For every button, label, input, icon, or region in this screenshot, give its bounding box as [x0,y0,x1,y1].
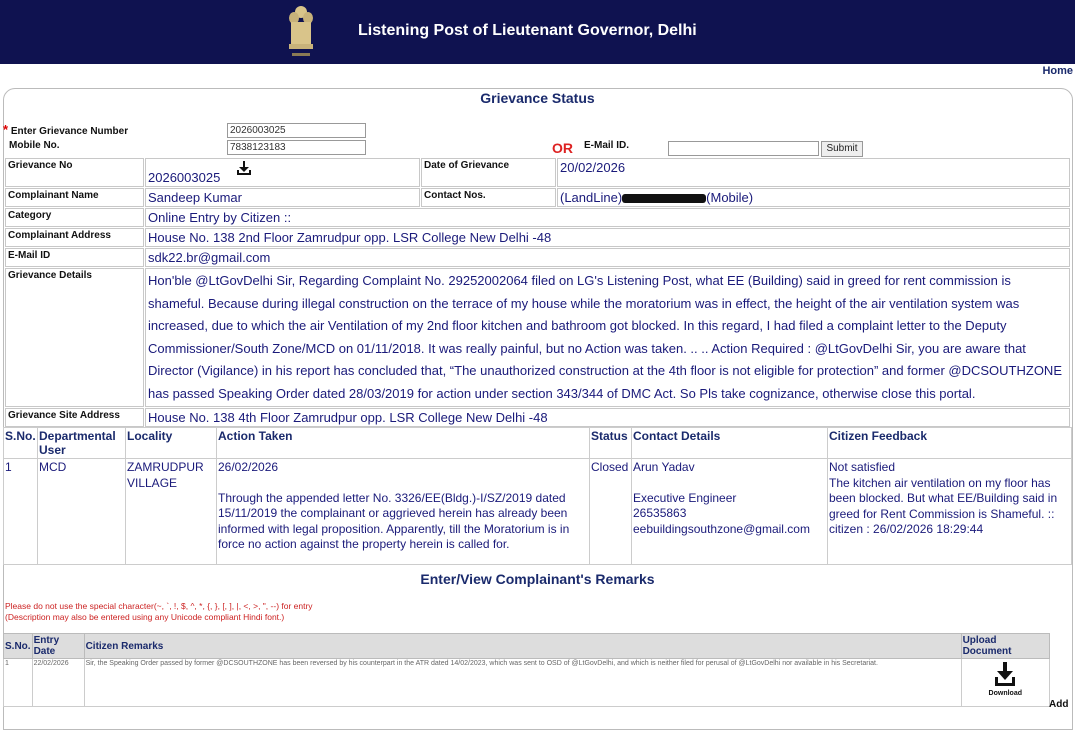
column-header: Departmental User [38,428,126,459]
date-value: 20/02/2026 [557,158,1070,187]
row-dept: MCD [38,459,126,565]
row-action [217,459,590,565]
app-title: Listening Post of Lieutenant Governor, Delhi [358,22,697,39]
download-icon[interactable] [994,660,1016,688]
remarks-table [3,633,1050,707]
column-header: S.No. [4,634,33,659]
grievance-info-table [4,157,1071,428]
row-feedback [828,459,1072,565]
required-marker: * [3,122,9,137]
table-row [4,659,1050,707]
action-text: Through the appended letter No. 3326/EE(Bldg.)-I/SZ/2019 dated 15/11/2019 the complainant or aggrieved herein has already been informed with legal proposition. Apparently, till the Moratorium is in force no action against the property herein is called for. [218,490,570,551]
remarks-title: Enter/View Complainant's Remarks [420,571,655,587]
remark-download[interactable] [961,659,1049,707]
column-header: Citizen Remarks [84,634,961,659]
email-value: sdk22.br@gmail.com [145,248,1070,267]
feedback-text: The kitchen air ventilation on my floor has been blocked. But what EE/Building said in greed for Rent Commission is Shameful. :: citizen : 26/02/2026 18:29:44 [829,475,1058,536]
national-emblem-icon [283,2,319,62]
column-header: Contact Details [632,428,828,459]
address-label: Complainant Address [5,228,144,247]
contact-role: Executive Engineer [633,490,737,505]
mobile-contact-label: (Mobile) [706,190,754,205]
mobile-label: Mobile No. [9,140,60,151]
details-label: Grievance Details [5,268,144,407]
row-sno: 1 [4,459,38,565]
grievance-number-label: * Enter Grievance Number [3,122,129,137]
address-value: House No. 138 2nd Floor Zamrudpur opp. LSR College New Delhi -48 [145,228,1070,247]
contact-phone: 26535863 [633,506,687,520]
mobile-input[interactable]: 7838123183 [227,140,366,155]
action-table [3,427,1072,565]
remark-text: Sir, the Speaking Order passed by former @DCSOUTHZONE has been reversed by his counterpart in the ATR dated 14/02/2023, which was sent to OSD of @LtGovDelhi, and which is neither filed for perusal of @LtGovDelhi nor available in his Secretariat. [84,659,961,707]
grievance-number-input[interactable]: 2026003025 [227,123,366,138]
remark-sno: 1 [4,659,33,707]
column-header: Upload Document [961,634,1049,659]
download-label: Download [988,690,1022,697]
row-contact [632,459,828,565]
complainant-value: Sandeep Kumar [145,188,420,207]
contact-label: Contact Nos. [421,188,556,207]
feedback-status: Not satisfied [829,460,896,474]
action-date: 26/02/2026 [218,460,279,474]
column-header: Citizen Feedback [828,428,1072,459]
column-header: Action Taken [217,428,590,459]
contact-value [557,188,1070,207]
site-address-label: Grievance Site Address [5,408,144,427]
contact-name: Arun Yadav [633,460,695,474]
submit-button[interactable]: Submit [821,141,863,157]
row-locality: ZAMRUDPUR VILLAGE [126,459,217,565]
email-search-input[interactable] [668,141,819,156]
redacted-number [622,194,706,203]
site-address-value: House No. 138 4th Floor Zamrudpur opp. LSR College New Delhi -48 [145,408,1070,427]
column-header: Status [590,428,632,459]
grievance-no-cell [145,158,420,187]
or-separator: OR [552,140,573,156]
column-header: Locality [126,428,217,459]
grievance-no-value: 2026003025 [148,170,221,185]
column-header: Entry Date [32,634,84,659]
remark-date: 22/02/2026 [32,659,84,707]
grievance-no-label: Grievance No [5,158,144,187]
home-link[interactable]: Home [1042,65,1073,77]
column-header: S.No. [4,428,38,459]
details-value: Hon'ble @LtGovDelhi Sir, Regarding Complaint No. 29252002064 filed on LG's Listening Post, what EE (Building) said in greed for rent commission is shameful. Because during illegal construction on the terrace of my house while the moratorium was in effect, the height of the air ventilation system was increased, due to which the air Ventilation of my 2nd floor kitchen and bathroom got blocked. In this regard, I had filed a complaint letter to the Deputy Commissioner/South Zone/MCD on 01/11/2018. It was really painful, but no Action was taken. .. .. Action Required : @LtGovDelhi Sir, you are aware that Director (Vigilance) in his report has concluded that, “The unauthorized construction at the 4th floor is not eligible for protection” and former @DCSOUTHZONE has passed Speaking Order dated 28/03/2019 for action under section 343/344 of DMC Act. So Pls take cognizance, otherwise close this portal. [145,268,1070,407]
date-label: Date of Grievance [421,158,556,187]
email-label: E-Mail ID [5,248,144,267]
contact-email: eebuildingsouthzone@gmail.com [633,521,810,536]
add-remark-button[interactable]: Add [1049,699,1069,710]
page-title: Grievance Status [480,90,595,106]
special-char-warning: Please do not use the special character(~, `, !, $, ^, *, {, }, [, ], |, <, >, ", --) for entry (Description may also be entered using any Unicode compliant Hindi font.) [5,601,313,622]
table-row [4,459,1072,565]
header-bar [0,0,1075,64]
category-label: Category [5,208,144,227]
complainant-label: Complainant Name [5,188,144,207]
landline-label: (LandLine) [560,190,623,205]
row-status: Closed [590,459,632,565]
category-value: Online Entry by Citizen :: [145,208,1070,227]
download-icon[interactable] [236,160,252,178]
email-search-label: E-Mail ID. [584,140,630,151]
